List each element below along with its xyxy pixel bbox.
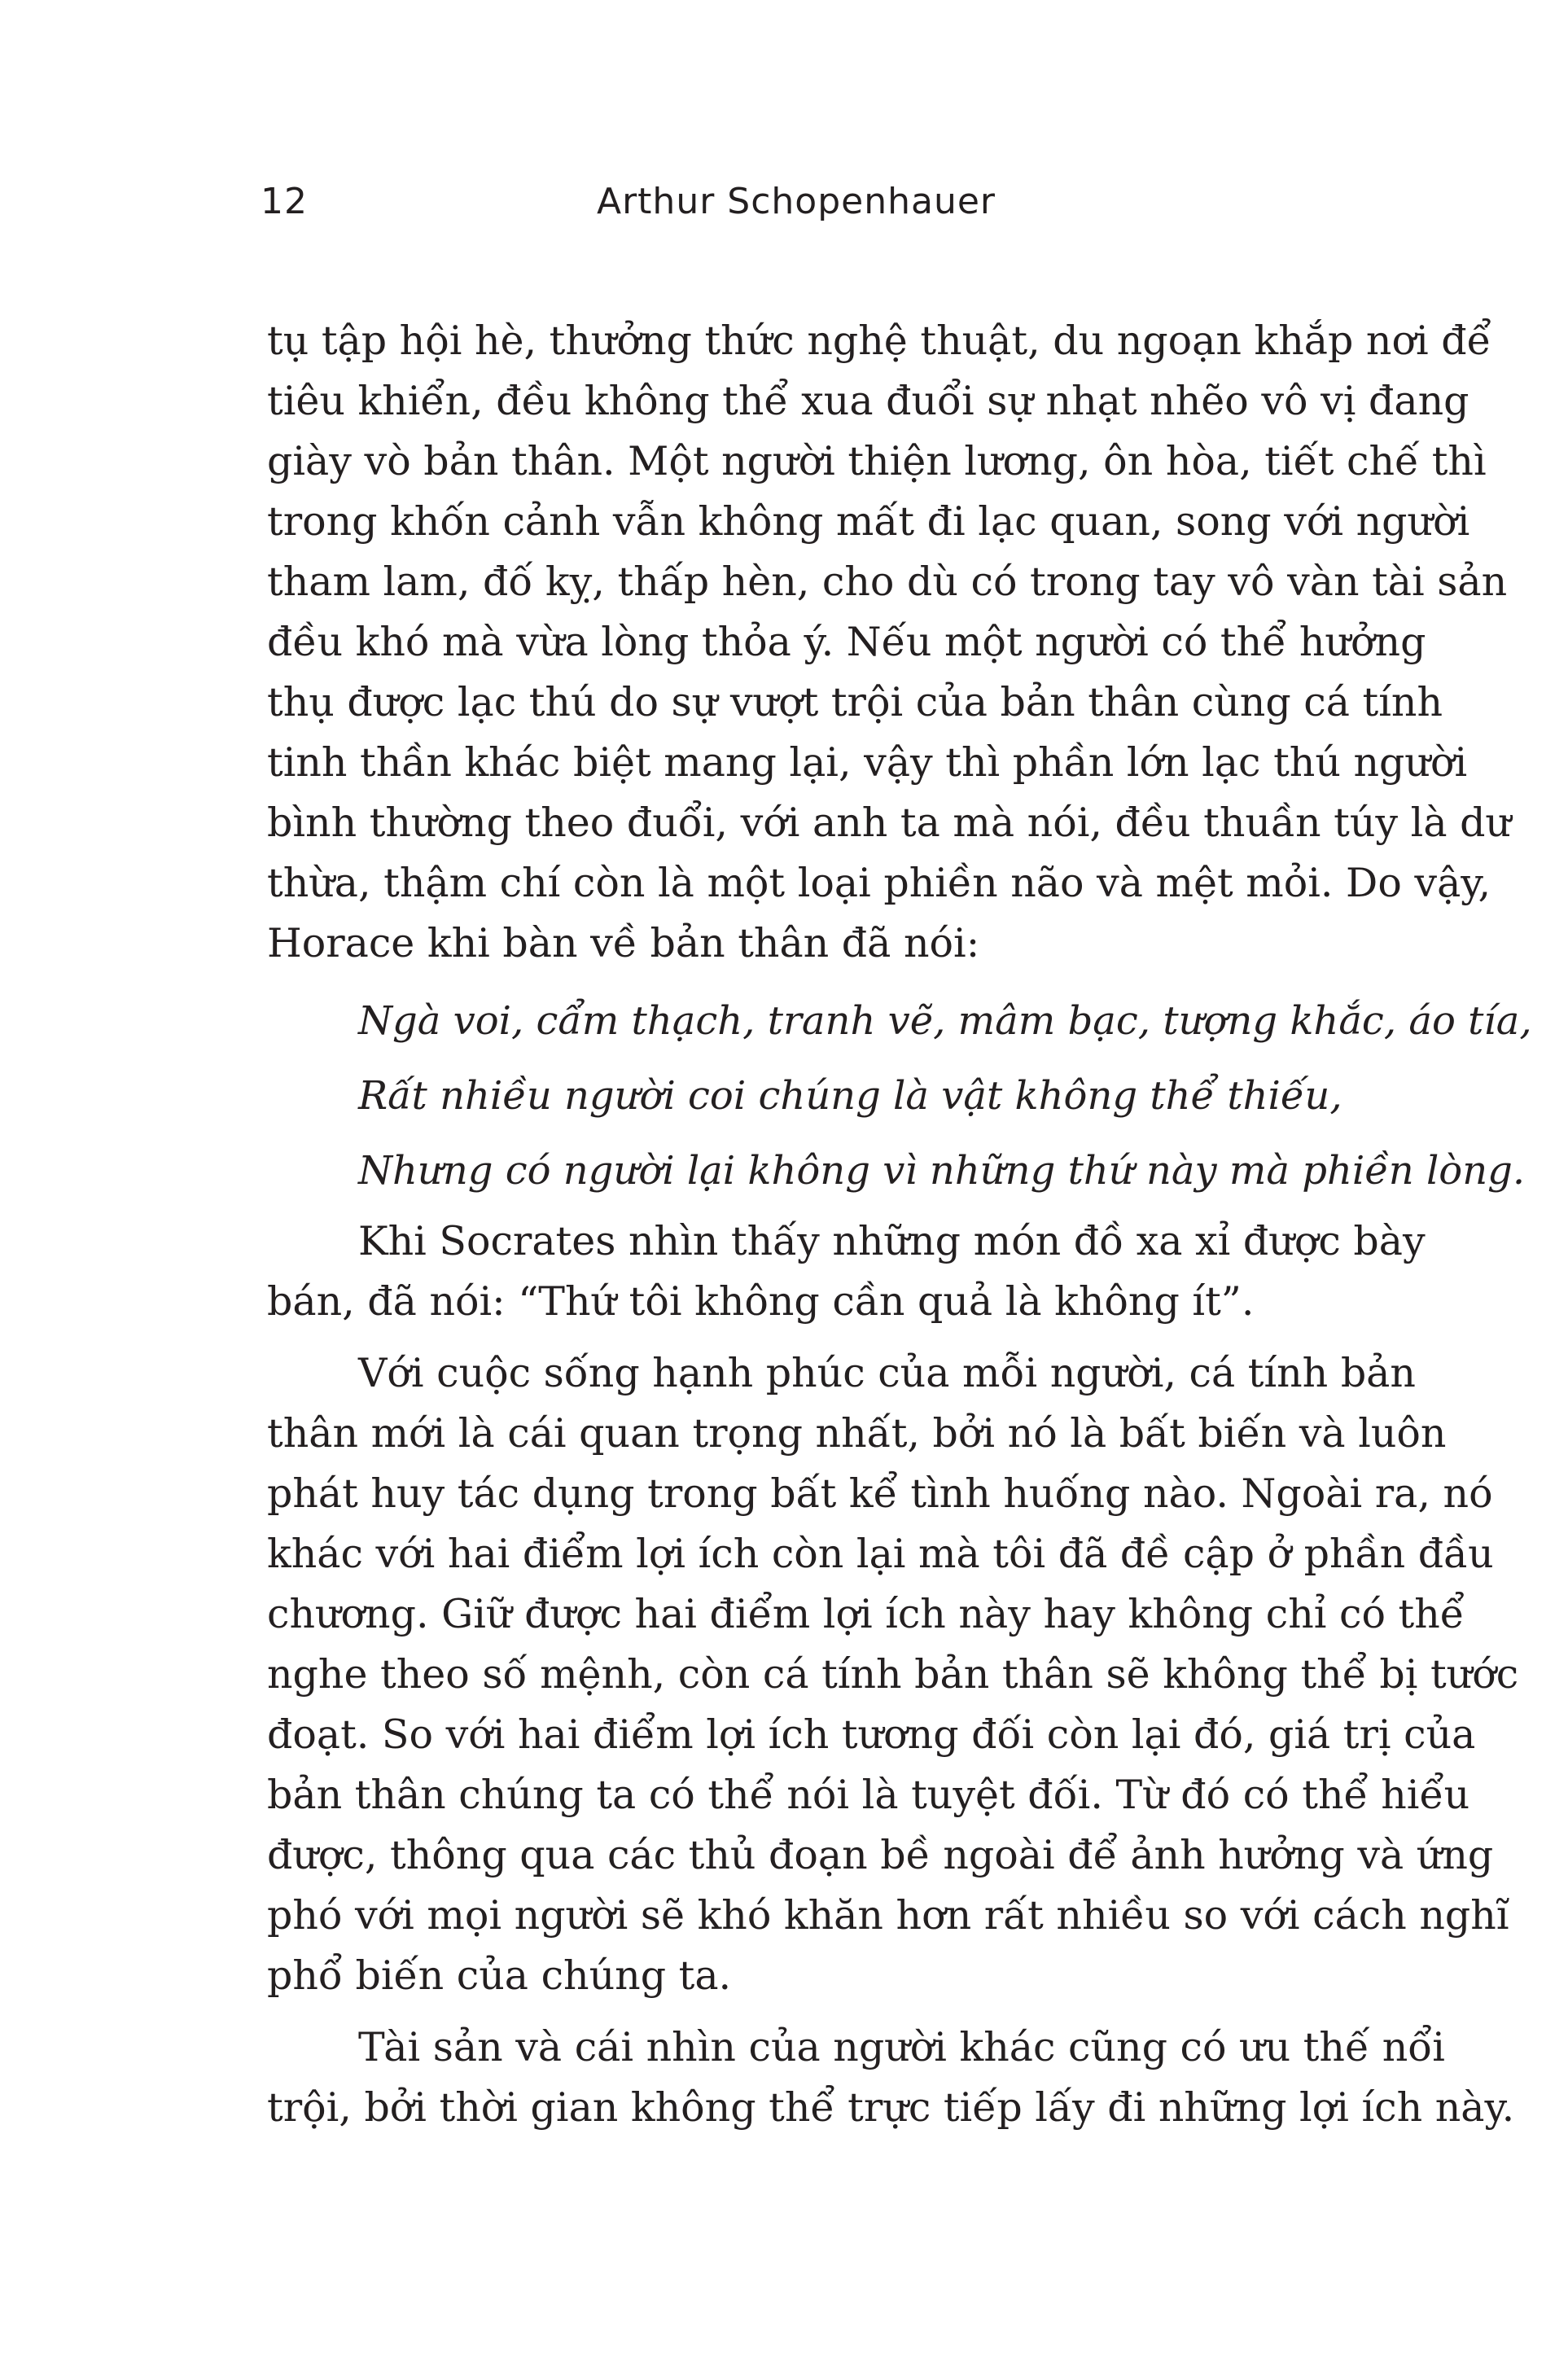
text-line: phổ biến của chúng ta.: [267, 1952, 732, 1999]
text-line: thừa, thậm chí còn là một loại phiền não và mệt mỏi. Do vậy,: [267, 860, 1491, 906]
paragraph: [267, 2018, 1515, 2138]
paragraph: [267, 1211, 1426, 1332]
body-text: [267, 311, 1532, 2138]
text-line: đoạt. So với hai điểm lợi ích tương đối còn lại đó, giá trị của: [267, 1711, 1476, 1758]
text-line: tụ tập hội hè, thưởng thức nghệ thuật, du ngoạn khắp nơi để: [267, 318, 1491, 364]
text-line: phó với mọi người sẽ khó khăn hơn rất nhiều so với cách nghĩ: [267, 1892, 1509, 1939]
text-line: tiêu khiển, đều không thể xua đuổi sự nhạt nhẽo vô vị đang: [267, 378, 1469, 424]
text-line: Khi Socrates nhìn thấy những món đồ xa xỉ được bày: [358, 1218, 1426, 1264]
running-header: [261, 181, 1332, 230]
text-line: bản thân chúng ta có thể nói là tuyệt đối. Từ đó có thể hiểu: [267, 1772, 1470, 1818]
text-line: bình thường theo đuổi, với anh ta mà nói, đều thuần túy là dư: [267, 800, 1512, 846]
verse-quote: [267, 984, 1532, 1208]
text-line: nghe theo số mệnh, còn cá tính bản thân sẽ không thể bị tước: [267, 1651, 1519, 1698]
text-line: đều khó mà vừa lòng thỏa ý. Nếu một người có thể hưởng: [267, 619, 1426, 665]
paragraph: [267, 1343, 1519, 2006]
verse-line: Ngà voi, cẩm thạch, tranh vẽ, mâm bạc, tượng khắc, áo tía,: [358, 998, 1532, 1044]
verse-line: Rất nhiều người coi chúng là vật không thể thiếu,: [358, 1073, 1342, 1119]
running-title: Arthur Schopenhauer: [596, 181, 996, 222]
text-line: giày vò bản thân. Một người thiện lương, ôn hòa, tiết chế thì: [267, 438, 1487, 484]
text-line: Tài sản và cái nhìn của người khác cũng có ưu thế nổi: [358, 2024, 1445, 2070]
paragraph-continuation: [267, 311, 1512, 974]
text-line: trong khốn cảnh vẫn không mất đi lạc quan, song với người: [267, 498, 1470, 545]
page-number: 12: [261, 181, 308, 222]
text-line: chương. Giữ được hai điểm lợi ích này hay không chỉ có thể: [267, 1591, 1465, 1637]
text-line: Với cuộc sống hạnh phúc của mỗi người, cá tính bản: [358, 1350, 1416, 1396]
text-line: tham lam, đố kỵ, thấp hèn, cho dù có trong tay vô vàn tài sản: [267, 559, 1508, 605]
text-line: bán, đã nói: “Thứ tôi không cần quả là không ít”.: [267, 1278, 1255, 1325]
verse-line: Nhưng có người lại không vì những thứ này mà phiền lòng.: [358, 1148, 1526, 1194]
text-line: phát huy tác dụng trong bất kể tình huống nào. Ngoài ra, nó: [267, 1470, 1493, 1517]
text-line: được, thông qua các thủ đoạn bề ngoài để ảnh hưởng và ứng: [267, 1832, 1494, 1878]
text-line: tinh thần khác biệt mang lại, vậy thì phần lớn lạc thú người: [267, 739, 1468, 786]
text-line: thân mới là cái quan trọng nhất, bởi nó là bất biến và luôn: [267, 1410, 1447, 1457]
text-line: trội, bởi thời gian không thể trực tiếp lấy đi những lợi ích này.: [267, 2084, 1515, 2131]
text-line: Horace khi bàn về bản thân đã nói:: [267, 920, 980, 966]
text-line: khác với hai điểm lợi ích còn lại mà tôi đã đề cập ở phần đầu: [267, 1531, 1494, 1577]
text-line: thụ được lạc thú do sự vượt trội của bản thân cùng cá tính: [267, 679, 1443, 725]
